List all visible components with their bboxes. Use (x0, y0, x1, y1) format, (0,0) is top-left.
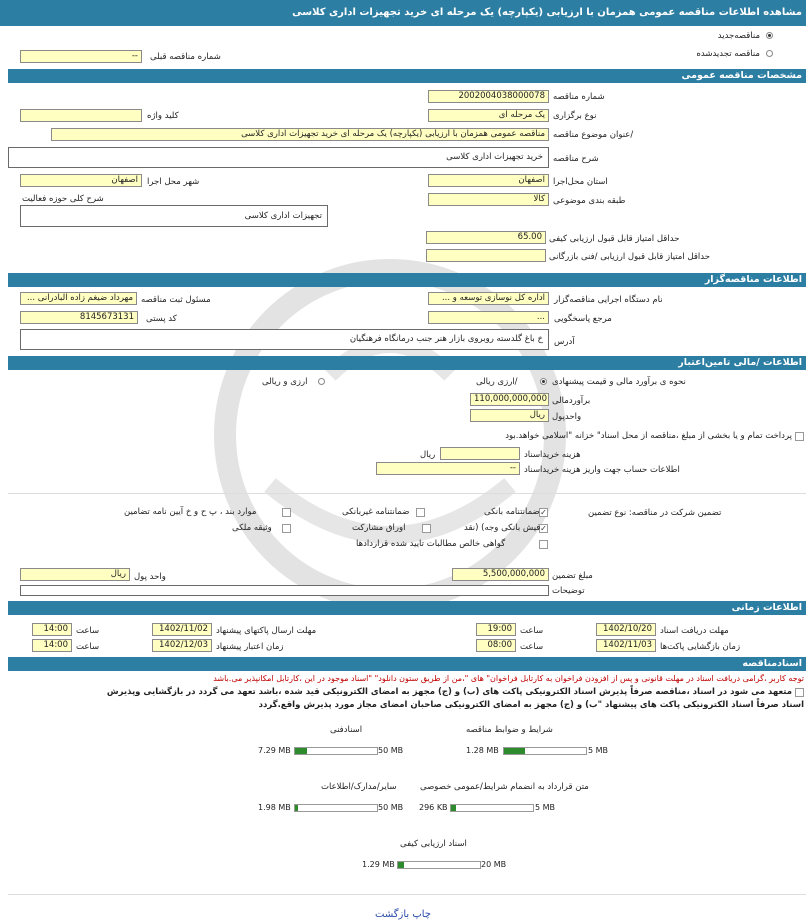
scope-label: شرح کلی حوزه فعالیت (22, 194, 104, 204)
receive-label: مهلت دریافت اسناد (660, 626, 729, 636)
postal-label: کد پستی (146, 314, 177, 324)
previous-number-label: شماره مناقصه قبلی (150, 52, 221, 62)
doc-item-progress (503, 747, 587, 755)
tender-number-label: شماره مناقصه (553, 92, 605, 102)
description-box: خرید تجهیزات اداری کلاسی (8, 147, 549, 168)
doc-cost-unit: ریال (420, 450, 436, 460)
page-title: مشاهده اطلاعات مناقصه عمومی همزمان با ارزیابی (یکپارچه) یک مرحله ای خرید تجهیزات اداری کلاسی (292, 7, 802, 18)
guarantee-currency-label: واحد پول (134, 572, 166, 582)
download-warning: توجه کاربر ،گرامی دریافت اسناد در مهلت قانونی و پس از افزودن فراخوان به کارتابل فراخوان" های "،من از طریق ستون دانلود" "اسناد موجود در این ،کارتابل امکانپذیر می.باشد (213, 674, 804, 683)
guarantee-bonds-label: اوراق مشارکت (352, 523, 406, 533)
open-time-label: ساعت (520, 642, 544, 652)
rial-option-label: /ارزی ریالی (476, 377, 518, 387)
section-finance: اطلاعات /مالی تامین‌اعتبار (8, 356, 806, 370)
keyword-label: کلید واژه (147, 111, 179, 121)
guarantee-clauses-label: موارد بند ، پ ح و خ آیین نامه تضامین (124, 507, 257, 517)
doc-item-label: متن قرارداد به انضمام شرایط/عمومی خصوصی (420, 782, 589, 792)
guarantee-cash-label: فیش بانکی وجه) (نقد (464, 523, 541, 533)
doc-item-used: 296 KB (419, 803, 448, 812)
doc-item-limit: 20 MB (481, 860, 507, 869)
unit-field[interactable]: ریال (470, 409, 549, 422)
submit-time-field[interactable]: 14:00 (32, 623, 72, 636)
section-general: مشخصات مناقصه عمومی (8, 69, 806, 83)
doc-item-used: 7.29 MB (258, 746, 291, 755)
guarantee-cash-checkbox[interactable]: ✓ (540, 524, 547, 533)
estimate-field[interactable]: 110,000,000,000 (470, 393, 549, 406)
estimate-method-label: نحوه ی برآورد مالی و قیمت پیشنهادی (552, 377, 686, 387)
doc-item-used: 1.98 MB (258, 803, 291, 812)
guarantee-currency-field[interactable]: ریال (20, 568, 130, 581)
notes-label: توضیحات (552, 586, 585, 596)
validity-time-label: ساعت (76, 642, 100, 652)
city-label: شهر محل اجرا (147, 177, 200, 187)
page-title-bar (0, 0, 806, 26)
subject-label: /عنوان موضوع مناقصه (553, 130, 634, 140)
guarantee-type-label: تضمین شرکت در مناقصه: نوع تضمین (588, 508, 722, 518)
description-label: شرح مناقصه (553, 154, 599, 164)
guarantee-claims-checkbox[interactable] (539, 540, 548, 549)
scope-box: تجهیزات اداری کلاسی (20, 205, 328, 227)
min-quality-label: حداقل امتیاز قابل قبول ارزیابی کیفی (549, 234, 680, 244)
section-documents: اسنادمناقصه (8, 657, 806, 671)
guarantee-bonds-checkbox[interactable] (422, 524, 431, 533)
treasury-text: پرداخت تمام و یا بخشی از مبلغ ،مناقصه از محل اسناد" خزانه "اسلامی خواهد.بود (505, 431, 792, 441)
reference-label: مرجع پاسخگویی (554, 314, 612, 324)
doc-item-limit: 50 MB (378, 746, 404, 755)
registrar-label: مسئول ثبت مناقصه (141, 295, 211, 305)
doc-cost-field[interactable] (440, 447, 520, 460)
treasury-checkbox[interactable] (795, 432, 804, 441)
currency-option-label: ارزی و ریالی (262, 377, 308, 387)
renewed-tender-label: مناقصه تجدیدشده (696, 49, 760, 59)
section-organizer: اطلاعات مناقصه‌گزار (8, 273, 806, 287)
guarantee-property-checkbox[interactable] (282, 524, 291, 533)
radio-rial[interactable] (540, 378, 547, 385)
guarantee-bank-label: ضمانتنامه بانکی (484, 507, 540, 517)
address-box: خ باغ گلدسته روبروی بازار هنر جنب درمانگاه فرهنگیان (20, 329, 549, 350)
registrar-field[interactable]: مهرداد ضیغم زاده البادرانی ... (20, 292, 137, 305)
holding-type-label: نوع برگزاری (553, 111, 597, 121)
category-label: طبقه بندی موضوعی (553, 196, 626, 206)
holding-type-field[interactable]: یک مرحله ای (428, 109, 549, 122)
guarantee-clauses-checkbox[interactable] (282, 508, 291, 517)
receive-time-label: ساعت (520, 626, 544, 636)
submit-date-field[interactable]: 1402/11/02 (152, 623, 212, 636)
receive-time-field[interactable]: 19:00 (476, 623, 516, 636)
org-field[interactable]: اداره کل نوسازی توسعه و ... (428, 292, 549, 305)
doc-item-used: 1.28 MB (466, 746, 499, 755)
doc-item-progress (294, 804, 378, 812)
postal-field[interactable]: 8145673131 (20, 311, 138, 324)
guarantee-nonbank-label: ضمانتنامه غیربانکی (342, 507, 410, 517)
keyword-field[interactable] (20, 109, 142, 122)
validity-date-field[interactable]: 1402/12/03 (152, 639, 212, 652)
account-label: اطلاعات حساب جهت واریز هزینه خریداسناد (524, 465, 680, 475)
doc-item-label: اسنادفنی (330, 725, 363, 735)
guarantee-nonbank-checkbox[interactable] (416, 508, 425, 517)
radio-new-tender[interactable] (766, 32, 773, 39)
doc-item-label: سایر/مدارک/اطلاعات (321, 782, 397, 792)
open-date-field[interactable]: 1402/11/03 (596, 639, 656, 652)
divider (8, 894, 806, 895)
doc-item-limit: 5 MB (588, 746, 609, 755)
divider (8, 493, 806, 494)
submit-time-label: ساعت (76, 626, 100, 636)
commitment-line-2: اسناد صرفاً اسناد الکترونیکی پاکت های پیشنهاد "ب) و (ج) مجهز به امضای الکترونیکی صاحبان امضای مجاز مورد پذیرش واقع.گردد (258, 700, 804, 710)
submit-label: مهلت ارسال پاکتهای پیشنهاد (216, 626, 317, 636)
print-back-links[interactable]: چاپ بازگشت (375, 909, 431, 920)
doc-item-progress (450, 804, 534, 812)
city-field[interactable]: اصفهان (20, 174, 142, 187)
min-quality-field[interactable]: 65.00 (426, 231, 546, 244)
reference-field[interactable]: ... (428, 311, 549, 324)
new-tender-label: مناقصه‌جدید (717, 31, 760, 41)
doc-item-limit: 50 MB (378, 803, 404, 812)
account-field[interactable]: -- (376, 462, 520, 475)
section-timing: اطلاعات زمانی (8, 601, 806, 615)
doc-item-limit: 5 MB (535, 803, 556, 812)
validity-time-field[interactable]: 14:00 (32, 639, 72, 652)
validity-label: زمان اعتبار پیشنهاد (216, 642, 284, 652)
min-tech-field[interactable] (426, 249, 546, 262)
doc-item-progress (397, 861, 481, 869)
radio-currency-rial[interactable] (318, 378, 325, 385)
province-label: استان محل‌اجرا (553, 177, 608, 187)
commitment-checkbox[interactable] (795, 688, 804, 697)
unit-label: واحدپول (552, 412, 582, 422)
address-label: آدرس (554, 337, 575, 347)
province-field[interactable]: اصفهان (428, 174, 549, 187)
tender-number-field[interactable]: 2002004038000078 (428, 90, 549, 103)
org-label: نام دستگاه اجرایی مناقصه‌گزار (554, 295, 663, 305)
category-field[interactable]: کالا (428, 193, 549, 206)
receive-date-field[interactable]: 1402/10/20 (596, 623, 656, 636)
guarantee-bank-checkbox[interactable]: ✓ (540, 508, 547, 517)
radio-renewed-tender[interactable] (766, 50, 773, 57)
doc-item-progress (294, 747, 378, 755)
doc-cost-label: هزینه خریداسناد (524, 450, 581, 460)
doc-item-used: 1.29 MB (362, 860, 395, 869)
estimate-label: برآوردمالی (552, 396, 591, 406)
previous-number-field[interactable]: -- (20, 50, 142, 63)
min-tech-label: حداقل امتیاز قابل قبول ارزیابی /فنی بازرگانی (549, 252, 710, 262)
guarantee-amount-field[interactable]: 5,500,000,000 (452, 568, 549, 581)
notes-box (20, 585, 549, 596)
subject-field[interactable]: مناقصه عمومی همزمان با ارزیابی (یکپارچه) یک مرحله ای خرید تجهیزات اداری کلاسی (51, 128, 549, 141)
guarantee-property-label: وثیقه ملکی (232, 523, 272, 533)
guarantee-claims-label: گواهی خالص مطالبات تایید شده قراردادها (356, 539, 506, 549)
commitment-line-1: متعهد می شود در اسناد ،مناقصه صرفاً پذیرش اسناد الکترونیکی پاکت های (ب) و (ج) مجهز به امضای الکترونیکی قید شده ،باشد تعهد می گردد در بازگشایی وپذیرش (106, 687, 792, 697)
guarantee-amount-label: مبلغ تضمین (552, 571, 593, 581)
open-time-field[interactable]: 08:00 (476, 639, 516, 652)
doc-item-label: اسناد ارزیابی کیفی (400, 839, 467, 849)
open-label: زمان بازگشایی پاکت‌ها (660, 642, 741, 652)
doc-item-label: شرایط و ضوابط مناقصه (466, 725, 553, 735)
